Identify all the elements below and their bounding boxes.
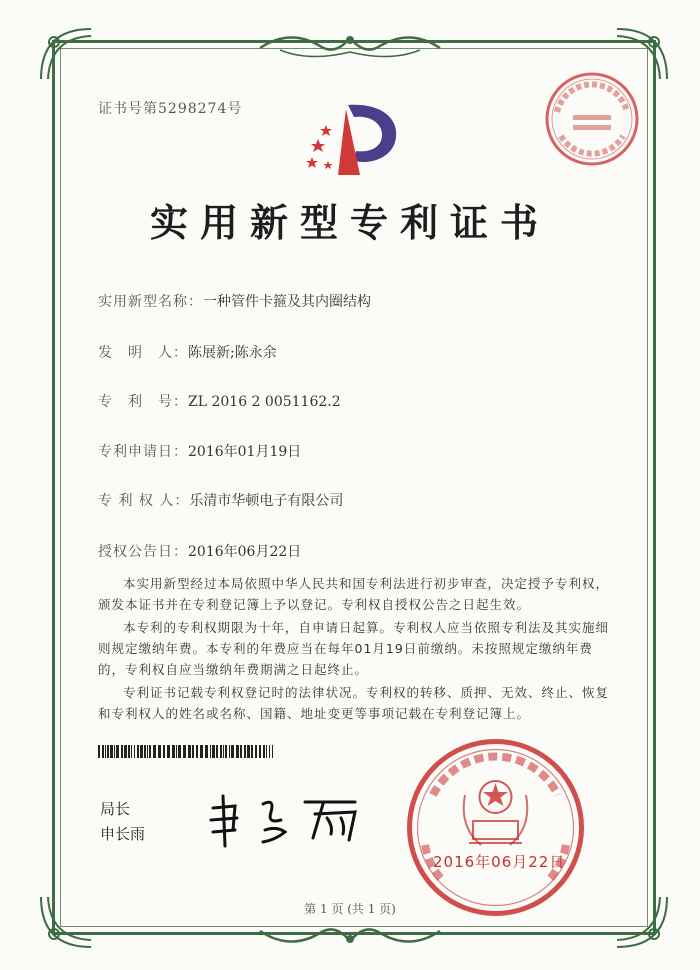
signatory-title: 局长 [100, 800, 131, 818]
field-grant-date [98, 541, 301, 561]
patent-office-logo [300, 95, 410, 185]
field-value: 乐清市华顿电子有限公司 [189, 493, 344, 509]
field-patent-number [98, 391, 341, 411]
body-paragraph: 本专利的专利权期限为十年，自申请日起算。专利权人应当依照专利法及其实施细则规定缴纳年费。本专利的年费应当在每年01月19日前缴纳。未按照规定缴纳年费的，专利权自应当缴纳年费期满之日起终止。 [98, 620, 610, 677]
print-stamp [543, 70, 641, 168]
barcode [98, 745, 276, 758]
field-inventor [98, 342, 277, 362]
field-application-date [98, 441, 301, 461]
certificate-body [98, 573, 610, 726]
certificate-number: 证书号第5298274号 [98, 101, 243, 117]
field-patentee [98, 490, 343, 510]
field-value: 一种管件卡箍及其内圈结构 [203, 294, 371, 310]
body-paragraph: 本实用新型经过本局依照中华人民共和国专利法进行初步审查，决定授予专利权，颁发本证书并在专利登记簿上予以登记。专利权自授权公告之日起生效。 [98, 576, 610, 612]
field-utility-model-name [98, 291, 371, 311]
body-paragraph: 专利证书记载专利权登记时的法律状况。专利权的转移、质押、无效、终止、恢复和专利权人的姓名或名称、国籍、地址变更等事项记载在专利登记簿上。 [98, 685, 610, 721]
office-seal [403, 735, 588, 920]
field-value: 2016年01月19日 [188, 444, 302, 460]
handwritten-signature [205, 790, 365, 850]
top-ornament [250, 28, 450, 64]
field-label: 授权公告日： [98, 544, 188, 560]
field-value: 2016年06月22日 [188, 544, 302, 560]
seal-date: 2016年06月22日 [433, 853, 566, 871]
bottom-ornament [250, 915, 450, 951]
field-label: 发 明 人： [98, 345, 188, 361]
field-label: 专 利 权 人： [98, 493, 190, 509]
certificate-title: 实用新型专利证书 [149, 200, 550, 245]
field-label: 实用新型名称： [98, 294, 203, 310]
field-value: ZL 2016 2 0051162.2 [188, 394, 341, 410]
field-label: 专 利 号： [98, 394, 188, 410]
signatory-name: 申长雨 [100, 825, 146, 843]
field-label: 专利申请日： [98, 444, 188, 460]
corner-ornament-top-left [36, 24, 96, 84]
field-value: 陈展新;陈永余 [188, 345, 277, 361]
page-number: 第 1 页 (共 1 页) [304, 902, 396, 916]
